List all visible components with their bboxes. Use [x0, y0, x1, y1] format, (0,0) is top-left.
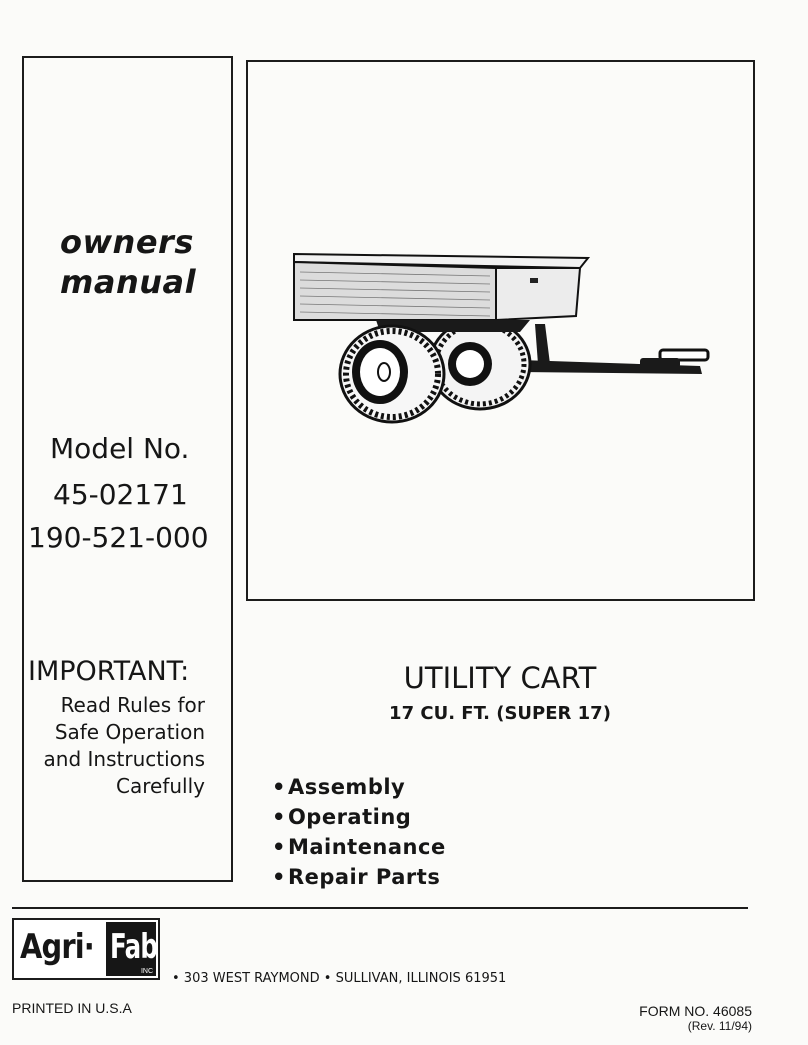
important-text — [44, 692, 205, 800]
logo-inc: INC — [140, 968, 153, 975]
model-number-1: 45-02171 — [53, 478, 188, 511]
manual-title-line1: owners — [60, 223, 194, 261]
list-item: • Assembly — [272, 772, 446, 802]
logo-text-agri: Agri· — [20, 927, 94, 967]
printed-in: PRINTED IN U.S.A — [12, 1000, 132, 1016]
form-number: FORM NO. 46085 — [639, 1003, 752, 1019]
contents-list — [272, 772, 446, 892]
rear-wheel — [430, 319, 530, 409]
important-line: and Instructions — [43, 747, 205, 771]
logo-fab-block — [106, 922, 156, 976]
company-address: • 303 WEST RAYMOND • SULLIVAN, ILLINOIS 61951 — [172, 971, 507, 986]
product-subtitle: 17 CU. FT. (SUPER 17) — [389, 703, 611, 724]
front-wheel — [340, 326, 444, 422]
agri-fab-logo — [12, 918, 160, 980]
important-heading: IMPORTANT: — [28, 656, 190, 687]
product-title: UTILITY CART — [403, 661, 597, 695]
cart-body — [294, 254, 588, 332]
utility-cart-illustration — [280, 240, 720, 440]
model-number-2: 190-521-000 — [28, 521, 209, 554]
manual-title-line2: manual — [60, 263, 197, 301]
logo-text-fab: Fab — [110, 927, 158, 967]
form-revision: (Rev. 11/94) — [687, 1019, 752, 1033]
list-item: • Operating — [272, 802, 446, 832]
model-label: Model No. — [50, 432, 190, 465]
important-line: Safe Operation — [54, 720, 205, 744]
footer-divider — [12, 907, 748, 909]
cart-tongue — [520, 324, 708, 374]
list-item: • Maintenance — [272, 832, 446, 862]
important-line: Read Rules for — [60, 693, 205, 717]
important-line: Carefully — [116, 774, 205, 798]
list-item: • Repair Parts — [272, 862, 446, 892]
